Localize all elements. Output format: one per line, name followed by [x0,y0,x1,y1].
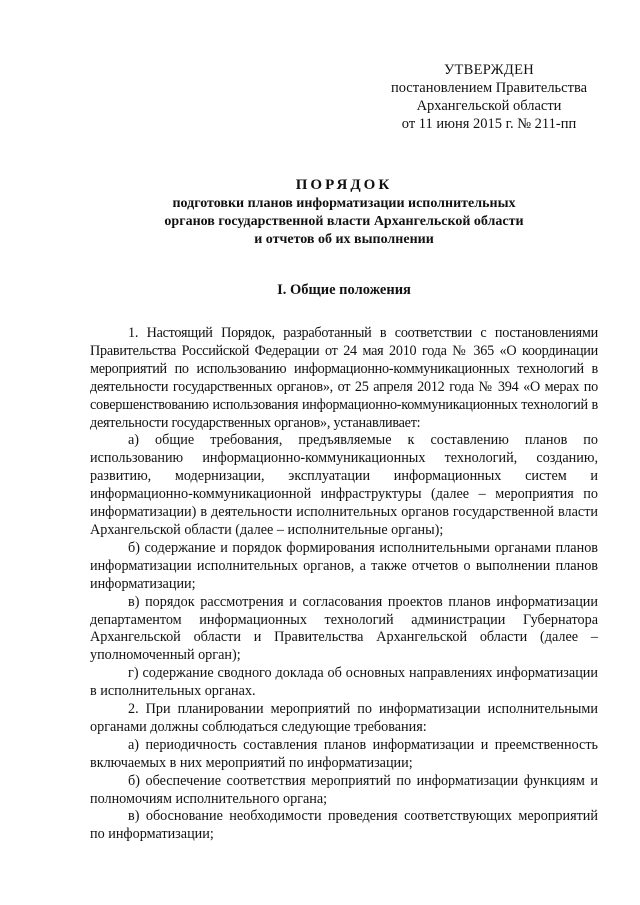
paragraph-2b: б) обеспечение соответствия мероприятий по информатизации функциям и полномочиям исполнительного органа; [90,772,598,807]
paragraph-1b: б) содержание и порядок формирования исполнительными органами планов информатизации исполнительных органов, а также отчетов о выполнении планов информатизации; [90,539,598,592]
document-body [90,325,598,844]
approval-stamp [380,61,598,133]
paragraph-2a: а) периодичность составления планов информатизации и преемственность включаемых в них мероприятий по информатизации; [90,736,598,771]
title-line-3: и отчетов об их выполнении [254,231,434,247]
section-title: I. Общие положения [277,282,411,298]
title-line-2: органов государственной власти Архангельской области [164,213,524,229]
paragraph-2c: в) обоснование необходимости проведения соответствующих мероприятий по информатизации; [90,808,598,843]
paragraph-2: 2. При планировании мероприятий по информатизации исполнительными органами должны соблюдаться следующие требования: [90,701,598,735]
document-title [90,175,598,248]
approval-region: Архангельской области [416,98,562,114]
paragraph-1: 1. Настоящий Порядок, разработанный в соответствии с постановлениями Правительства Российской Федерации от 24 мая 2010 года № 365 «О координации мероприятий по использованию информационно-коммуникационных технологий в деятельности государственных органов», от 25 апреля 2012 года № 394 «О мерах по совершенствованию использования информационно-коммуникационных технологий в деятельности государственных органов», устанавливает: [90,325,598,431]
paragraph-1a: а) общие требования, предъявляемые к составлению планов по использованию информационно-коммуникационных технологий, созданию, развитию, модернизации, эксплуатации информационных систем и информационно-коммуникационной инфраструктуры (далее – мероприятия по информатизации) в деятельности исполнительных органов государственной власти Архангельской области (далее – исполнительные органы); [90,432,598,538]
paragraph-1d: г) содержание сводного доклада об основных направлениях информатизации в исполнительных органах. [90,665,598,700]
approval-approved: УТВЕРЖДЕН [443,62,535,78]
title-line-1: подготовки планов информатизации исполнительных [172,196,516,211]
approval-date-number: от 11 июня 2015 г. № 211-пп [401,116,577,132]
title-heading: ПОРЯДОК [295,177,393,193]
paragraph-1c: в) порядок рассмотрения и согласования проектов планов информатизации департаментом информационных технологий администрации Губернатора Архангельской области и Правительства Архангельской области (далее – уполномоченный орган); [90,593,598,664]
approval-issuer: постановлением Правительства [390,80,588,96]
